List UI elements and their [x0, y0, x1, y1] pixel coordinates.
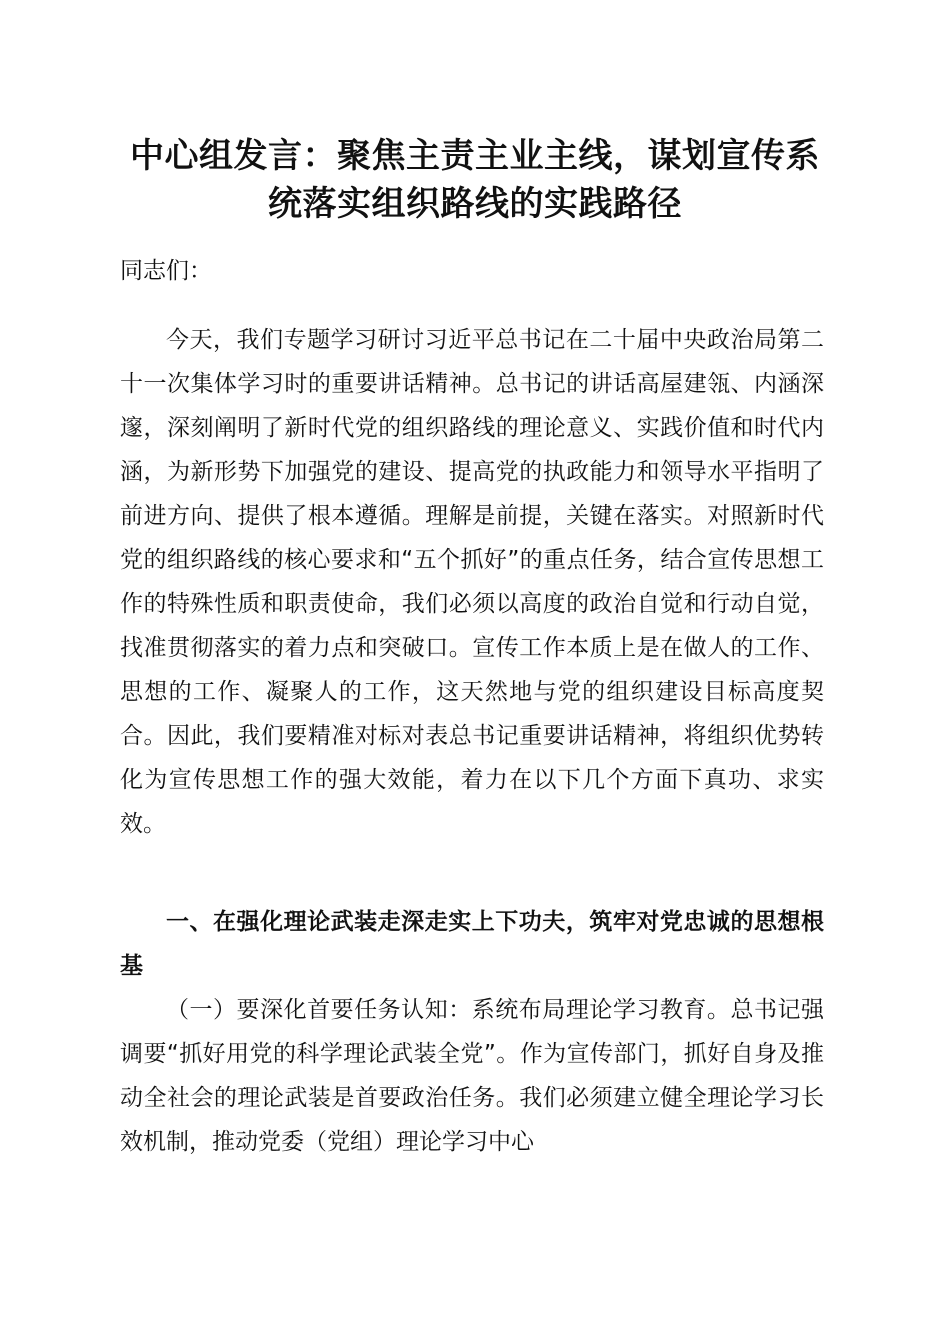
salutation: 同志们：: [120, 258, 212, 284]
paragraph-introduction: 今天，我们专题学习研讨习近平总书记在二十届中央政治局第二十一次集体学习时的重要讲话精神。总书记的讲话高屋建瓴、内涵深邃，深刻阐明了新时代党的组织路线的理论意义、实践价值和时代内涵，为新形势下加强党的建设、提高党的执政能力和领导水平指明了前进方向、提供了根本遵循。理解是前提，关键在落实。对照新时代党的组织路线的核心要求和“五个抓好”的重点任务，结合宣传思想工作的特殊性质和职责使命，我们必须以高度的政治自觉和行动自觉，找准贯彻落实的着力点和突破口。宣传工作本质上是在做人的工作、思想的工作、凝聚人的工作，这天然地与党的组织建设目标高度契合。因此，我们要精准对标对表总书记重要讲话精神，将组织优势转化为宣传思想工作的强大效能，着力在以下几个方面下真功、求实效。: [120, 327, 824, 837]
section-heading-1: 一、在强化理论武装走深走实上下功夫，筑牢对党忠诚的思想根基: [120, 909, 824, 979]
title-line-2: 统落实组织路线的实践路径: [268, 184, 682, 224]
document-title: [100, 132, 850, 228]
paragraph-subsection-1: （一）要深化首要任务认知：系统布局理论学习教育。总书记强调要“抓好用党的科学理论武装全党”。作为宣传部门，抓好自身及推动全社会的理论武装是首要政治任务。我们必须建立健全理论学习长效机制，推动党委（党组）理论学习中心: [120, 997, 824, 1155]
title-line-1: 中心组发言：聚焦主责主业主线，谋划宣传系: [130, 136, 820, 176]
